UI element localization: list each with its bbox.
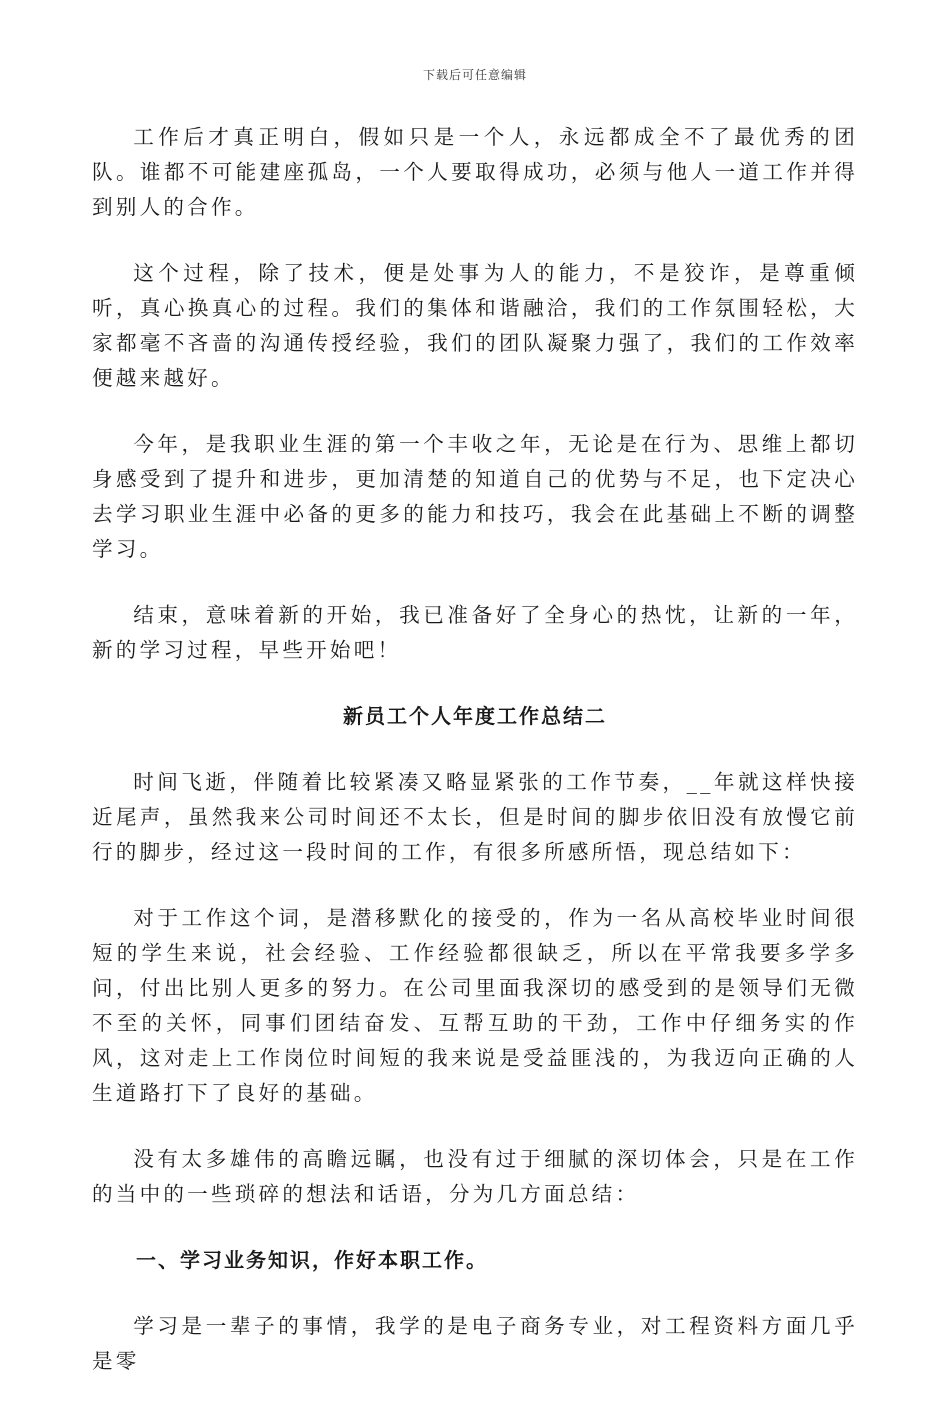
document-body (92, 120, 858, 1410)
paragraph: 这个过程，除了技术，便是处事为人的能力，不是狡诈，是尊重倾听，真心换真心的过程。我们的集体和谐融洽，我们的工作氛围轻松，大家都毫不吝啬的沟通传授经验，我们的团队凝聚力强了，我们的工作效率便越来越好。 (92, 261, 858, 390)
page-header-note: 下载后可任意编辑 (422, 68, 527, 82)
sub-heading: 一、学习业务知识，作好本职工作。 (136, 1248, 488, 1272)
paragraph: 结束，意味着新的开始，我已准备好了全身心的热忱，让新的一年，新的学习过程，早些开始吧！ (92, 603, 858, 662)
paragraph: 对于工作这个词，是潜移默化的接受的，作为一名从高校毕业时间很短的学生来说，社会经验、工作经验都很缺乏，所以在平常我要多学多问，付出比别人更多的努力。在公司里面我深切的感受到的是领导们无微不至的关怀，同事们团结奋发、互帮互助的干劲，工作中仔细务实的作风，这对走上工作岗位时间短的我来说是受益匪浅的，为我迈向正确的人生道路打下了良好的基础。 (92, 906, 858, 1105)
paragraph: 学习是一辈子的事情，我学的是电子商务专业，对工程资料方面几乎是零 (92, 1314, 858, 1373)
paragraph: 今年，是我职业生涯的第一个丰收之年，无论是在行为、思维上都切身感受到了提升和进步，更加清楚的知道自己的优势与不足，也下定决心去学习职业生涯中必备的更多的能力和技巧，我会在此基础上不断的调整学习。 (92, 432, 858, 561)
paragraph: 没有太多雄伟的高瞻远瞩，也没有过于细腻的深切体会，只是在工作的当中的一些琐碎的想法和话语，分为几方面总结： (92, 1147, 858, 1206)
paragraph: 工作后才真正明白，假如只是一个人，永远都成全不了最优秀的团队。谁都不可能建座孤岛，一个人要取得成功，必须与他人一道工作并得到别人的合作。 (92, 125, 858, 219)
section-title: 新员工个人年度工作总结二 (343, 704, 607, 728)
paragraph: 时间飞逝，伴随着比较紧凑又略显紧张的工作节奏，__年就这样快接近尾声，虽然我来公司时间还不太长，但是时间的脚步依旧没有放慢它前行的脚步，经过这一段时间的工作，有很多所感所悟，现总结如下： (92, 770, 858, 864)
